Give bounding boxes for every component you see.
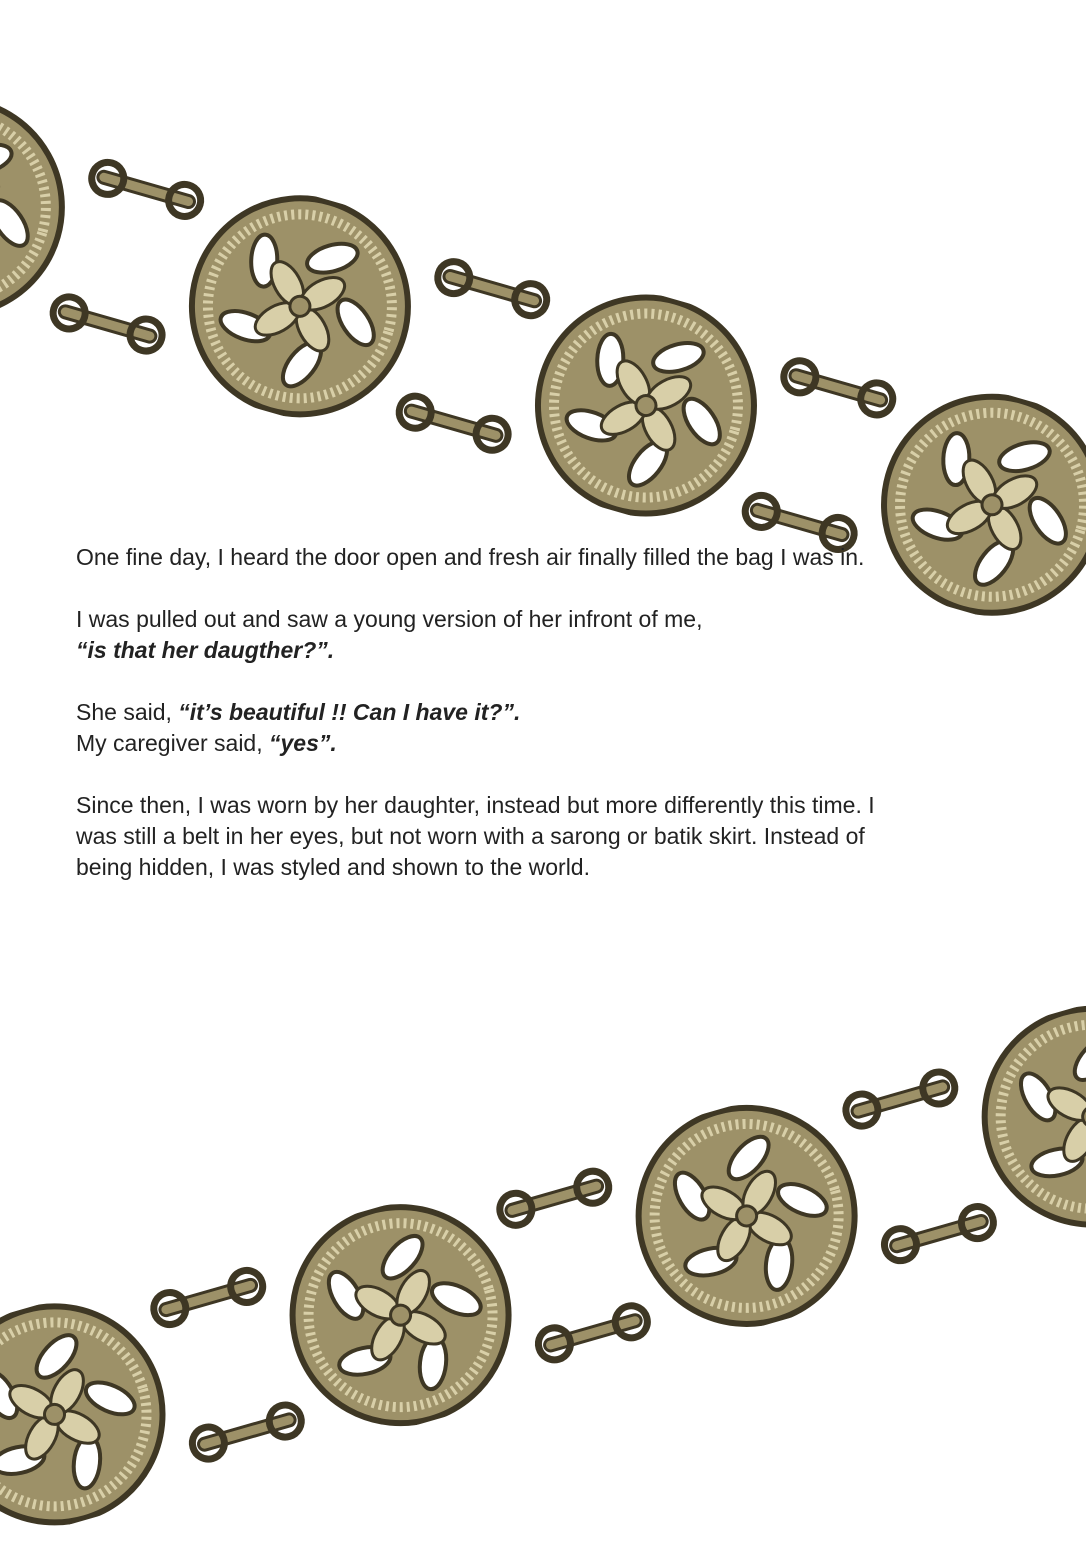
paragraph-2-text: I was pulled out and saw a young version of her infront of me, [76, 606, 703, 632]
belt-image-bottom [0, 964, 1086, 1561]
paragraph-4-text: Since then, I was worn by her daughter, instead but more differently this time. I was still a belt in her eyes, but not worn with a sarong or batik skirt. Instead of being hidden, I was styled and shown to the world. [76, 792, 875, 880]
she-said-text: She said, [76, 699, 179, 725]
yes-quote: “yes”. [269, 730, 337, 756]
story-text [76, 542, 906, 883]
paragraph-1-text: One fine day, I heard the door open and fresh air finally filled the bag I was in. [76, 544, 865, 570]
daughter-quote: “is that her daugther?”. [76, 637, 335, 663]
paragraph-3 [76, 697, 906, 759]
caregiver-said-text: My caregiver said, [76, 730, 270, 756]
paragraph-1 [76, 542, 906, 573]
paragraph-4 [76, 790, 906, 883]
belt-links-bottom [0, 964, 1086, 1561]
beautiful-quote: “it’s beautiful !! Can I have it?”. [178, 699, 521, 725]
paragraph-2 [76, 604, 906, 666]
